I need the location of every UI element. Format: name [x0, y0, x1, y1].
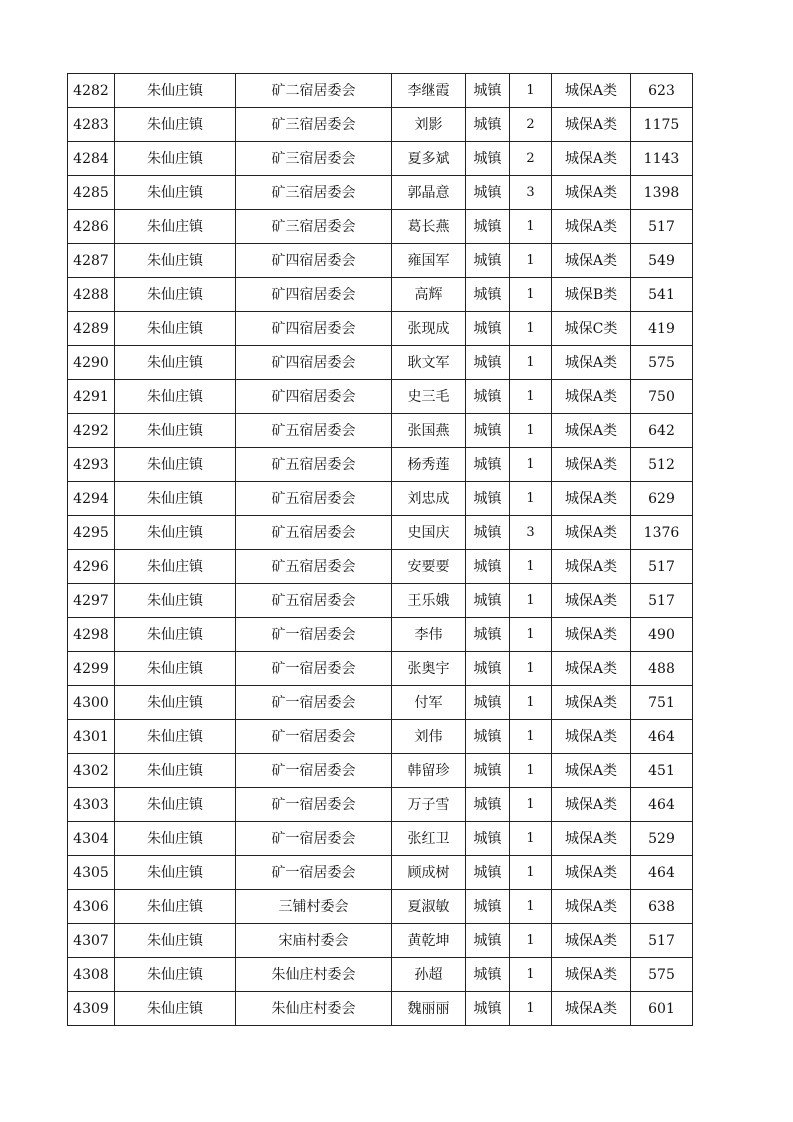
area-type-cell: 城镇	[466, 380, 510, 414]
category-cell: 城保A类	[552, 992, 631, 1026]
area-type-cell: 城镇	[466, 414, 510, 448]
recipient-name-cell: 韩留珍	[392, 754, 466, 788]
area-type-cell: 城镇	[466, 754, 510, 788]
recipient-name-cell: 李伟	[392, 618, 466, 652]
amount-cell: 575	[631, 958, 693, 992]
category-cell: 城保A类	[552, 210, 631, 244]
town-cell: 朱仙庄镇	[115, 448, 236, 482]
town-cell: 朱仙庄镇	[115, 550, 236, 584]
record-number-cell: 4301	[68, 720, 115, 754]
table-row	[68, 516, 693, 550]
town-cell: 朱仙庄镇	[115, 652, 236, 686]
table-row	[68, 448, 693, 482]
record-number-cell: 4291	[68, 380, 115, 414]
amount-cell: 629	[631, 482, 693, 516]
category-cell: 城保A类	[552, 380, 631, 414]
area-type-cell: 城镇	[466, 74, 510, 108]
table-row	[68, 244, 693, 278]
recipient-name-cell: 史国庆	[392, 516, 466, 550]
amount-cell: 517	[631, 924, 693, 958]
committee-cell: 矿五宿居委会	[236, 414, 392, 448]
table-row	[68, 822, 693, 856]
category-cell: 城保A类	[552, 482, 631, 516]
recipient-name-cell: 黄乾坤	[392, 924, 466, 958]
committee-cell: 矿三宿居委会	[236, 176, 392, 210]
area-type-cell: 城镇	[466, 822, 510, 856]
household-size-cell: 2	[510, 142, 552, 176]
category-cell: 城保A类	[552, 74, 631, 108]
record-number-cell: 4307	[68, 924, 115, 958]
household-size-cell: 1	[510, 822, 552, 856]
area-type-cell: 城镇	[466, 720, 510, 754]
category-cell: 城保A类	[552, 448, 631, 482]
town-cell: 朱仙庄镇	[115, 822, 236, 856]
area-type-cell: 城镇	[466, 584, 510, 618]
town-cell: 朱仙庄镇	[115, 992, 236, 1026]
recipient-name-cell: 万子雪	[392, 788, 466, 822]
table-row	[68, 482, 693, 516]
committee-cell: 矿五宿居委会	[236, 516, 392, 550]
committee-cell: 矿一宿居委会	[236, 754, 392, 788]
category-cell: 城保A类	[552, 346, 631, 380]
recipient-name-cell: 雍国军	[392, 244, 466, 278]
amount-cell: 750	[631, 380, 693, 414]
committee-cell: 矿一宿居委会	[236, 618, 392, 652]
town-cell: 朱仙庄镇	[115, 244, 236, 278]
committee-cell: 矿三宿居委会	[236, 142, 392, 176]
town-cell: 朱仙庄镇	[115, 890, 236, 924]
recipient-name-cell: 安要要	[392, 550, 466, 584]
town-cell: 朱仙庄镇	[115, 924, 236, 958]
household-size-cell: 1	[510, 380, 552, 414]
recipient-name-cell: 郭晶意	[392, 176, 466, 210]
committee-cell: 矿三宿居委会	[236, 210, 392, 244]
record-number-cell: 4287	[68, 244, 115, 278]
committee-cell: 矿四宿居委会	[236, 312, 392, 346]
record-number-cell: 4283	[68, 108, 115, 142]
record-number-cell: 4286	[68, 210, 115, 244]
committee-cell: 矿四宿居委会	[236, 278, 392, 312]
town-cell: 朱仙庄镇	[115, 278, 236, 312]
area-type-cell: 城镇	[466, 924, 510, 958]
household-size-cell: 1	[510, 652, 552, 686]
table-row	[68, 890, 693, 924]
household-size-cell: 1	[510, 210, 552, 244]
recipient-name-cell: 张奥宇	[392, 652, 466, 686]
record-number-cell: 4294	[68, 482, 115, 516]
record-number-cell: 4306	[68, 890, 115, 924]
area-type-cell: 城镇	[466, 482, 510, 516]
area-type-cell: 城镇	[466, 244, 510, 278]
amount-cell: 549	[631, 244, 693, 278]
area-type-cell: 城镇	[466, 992, 510, 1026]
area-type-cell: 城镇	[466, 176, 510, 210]
area-type-cell: 城镇	[466, 210, 510, 244]
town-cell: 朱仙庄镇	[115, 720, 236, 754]
recipient-name-cell: 夏多斌	[392, 142, 466, 176]
town-cell: 朱仙庄镇	[115, 176, 236, 210]
table-row	[68, 108, 693, 142]
amount-cell: 541	[631, 278, 693, 312]
category-cell: 城保A类	[552, 142, 631, 176]
category-cell: 城保A类	[552, 618, 631, 652]
household-size-cell: 1	[510, 448, 552, 482]
table-row	[68, 788, 693, 822]
committee-cell: 矿四宿居委会	[236, 346, 392, 380]
town-cell: 朱仙庄镇	[115, 482, 236, 516]
household-size-cell: 1	[510, 720, 552, 754]
record-number-cell: 4302	[68, 754, 115, 788]
record-number-cell: 4298	[68, 618, 115, 652]
town-cell: 朱仙庄镇	[115, 210, 236, 244]
town-cell: 朱仙庄镇	[115, 618, 236, 652]
area-type-cell: 城镇	[466, 618, 510, 652]
committee-cell: 三铺村委会	[236, 890, 392, 924]
category-cell: 城保A类	[552, 108, 631, 142]
recipient-name-cell: 高辉	[392, 278, 466, 312]
recipient-name-cell: 张红卫	[392, 822, 466, 856]
amount-cell: 623	[631, 74, 693, 108]
committee-cell: 矿五宿居委会	[236, 448, 392, 482]
committee-cell: 矿二宿居委会	[236, 74, 392, 108]
record-number-cell: 4296	[68, 550, 115, 584]
category-cell: 城保A类	[552, 958, 631, 992]
town-cell: 朱仙庄镇	[115, 788, 236, 822]
recipient-name-cell: 刘伟	[392, 720, 466, 754]
table-row	[68, 856, 693, 890]
table-row	[68, 210, 693, 244]
town-cell: 朱仙庄镇	[115, 958, 236, 992]
town-cell: 朱仙庄镇	[115, 516, 236, 550]
area-type-cell: 城镇	[466, 346, 510, 380]
amount-cell: 642	[631, 414, 693, 448]
category-cell: 城保A类	[552, 516, 631, 550]
area-type-cell: 城镇	[466, 550, 510, 584]
area-type-cell: 城镇	[466, 448, 510, 482]
committee-cell: 矿一宿居委会	[236, 652, 392, 686]
table-row	[68, 958, 693, 992]
town-cell: 朱仙庄镇	[115, 312, 236, 346]
record-number-cell: 4297	[68, 584, 115, 618]
category-cell: 城保C类	[552, 312, 631, 346]
household-size-cell: 1	[510, 414, 552, 448]
category-cell: 城保A类	[552, 686, 631, 720]
record-number-cell: 4309	[68, 992, 115, 1026]
amount-cell: 1376	[631, 516, 693, 550]
table-row	[68, 652, 693, 686]
household-size-cell: 1	[510, 244, 552, 278]
area-type-cell: 城镇	[466, 142, 510, 176]
area-type-cell: 城镇	[466, 686, 510, 720]
committee-cell: 矿四宿居委会	[236, 380, 392, 414]
area-type-cell: 城镇	[466, 516, 510, 550]
amount-cell: 464	[631, 856, 693, 890]
recipient-name-cell: 顾成树	[392, 856, 466, 890]
committee-cell: 矿五宿居委会	[236, 550, 392, 584]
town-cell: 朱仙庄镇	[115, 142, 236, 176]
household-size-cell: 1	[510, 754, 552, 788]
amount-cell: 1398	[631, 176, 693, 210]
record-number-cell: 4295	[68, 516, 115, 550]
household-size-cell: 1	[510, 958, 552, 992]
recipient-name-cell: 付军	[392, 686, 466, 720]
table-row	[68, 754, 693, 788]
amount-cell: 751	[631, 686, 693, 720]
data-table	[67, 73, 693, 1026]
area-type-cell: 城镇	[466, 652, 510, 686]
category-cell: 城保A类	[552, 244, 631, 278]
household-size-cell: 1	[510, 278, 552, 312]
table-row	[68, 176, 693, 210]
table-row	[68, 720, 693, 754]
record-number-cell: 4292	[68, 414, 115, 448]
recipient-name-cell: 葛长燕	[392, 210, 466, 244]
town-cell: 朱仙庄镇	[115, 584, 236, 618]
household-size-cell: 3	[510, 176, 552, 210]
committee-cell: 朱仙庄村委会	[236, 992, 392, 1026]
household-size-cell: 1	[510, 346, 552, 380]
amount-cell: 490	[631, 618, 693, 652]
household-size-cell: 1	[510, 686, 552, 720]
category-cell: 城保A类	[552, 176, 631, 210]
recipient-name-cell: 杨秀莲	[392, 448, 466, 482]
town-cell: 朱仙庄镇	[115, 754, 236, 788]
category-cell: 城保A类	[552, 924, 631, 958]
committee-cell: 朱仙庄村委会	[236, 958, 392, 992]
record-number-cell: 4305	[68, 856, 115, 890]
amount-cell: 517	[631, 584, 693, 618]
committee-cell: 矿一宿居委会	[236, 822, 392, 856]
area-type-cell: 城镇	[466, 856, 510, 890]
household-size-cell: 1	[510, 482, 552, 516]
table-body	[68, 74, 693, 1026]
household-size-cell: 1	[510, 312, 552, 346]
amount-cell: 517	[631, 210, 693, 244]
record-number-cell: 4282	[68, 74, 115, 108]
record-number-cell: 4288	[68, 278, 115, 312]
record-number-cell: 4289	[68, 312, 115, 346]
category-cell: 城保A类	[552, 890, 631, 924]
category-cell: 城保A类	[552, 856, 631, 890]
category-cell: 城保A类	[552, 720, 631, 754]
area-type-cell: 城镇	[466, 788, 510, 822]
household-size-cell: 1	[510, 992, 552, 1026]
table-row	[68, 992, 693, 1026]
record-number-cell: 4284	[68, 142, 115, 176]
committee-cell: 矿一宿居委会	[236, 856, 392, 890]
table-row	[68, 380, 693, 414]
amount-cell: 1175	[631, 108, 693, 142]
recipient-name-cell: 夏淑敏	[392, 890, 466, 924]
table-row	[68, 346, 693, 380]
record-number-cell: 4304	[68, 822, 115, 856]
amount-cell: 1143	[631, 142, 693, 176]
town-cell: 朱仙庄镇	[115, 380, 236, 414]
town-cell: 朱仙庄镇	[115, 108, 236, 142]
recipient-name-cell: 王乐娥	[392, 584, 466, 618]
town-cell: 朱仙庄镇	[115, 346, 236, 380]
recipient-name-cell: 魏丽丽	[392, 992, 466, 1026]
town-cell: 朱仙庄镇	[115, 686, 236, 720]
category-cell: 城保A类	[552, 788, 631, 822]
household-size-cell: 1	[510, 584, 552, 618]
amount-cell: 517	[631, 550, 693, 584]
household-size-cell: 1	[510, 618, 552, 652]
table-row	[68, 686, 693, 720]
town-cell: 朱仙庄镇	[115, 74, 236, 108]
amount-cell: 601	[631, 992, 693, 1026]
recipient-name-cell: 张现成	[392, 312, 466, 346]
table-row	[68, 278, 693, 312]
committee-cell: 矿五宿居委会	[236, 584, 392, 618]
household-size-cell: 3	[510, 516, 552, 550]
area-type-cell: 城镇	[466, 312, 510, 346]
category-cell: 城保A类	[552, 754, 631, 788]
table-row	[68, 414, 693, 448]
household-size-cell: 2	[510, 108, 552, 142]
table-row	[68, 550, 693, 584]
town-cell: 朱仙庄镇	[115, 856, 236, 890]
recipient-name-cell: 耿文军	[392, 346, 466, 380]
category-cell: 城保A类	[552, 550, 631, 584]
table-row	[68, 74, 693, 108]
category-cell: 城保A类	[552, 414, 631, 448]
amount-cell: 529	[631, 822, 693, 856]
area-type-cell: 城镇	[466, 890, 510, 924]
household-size-cell: 1	[510, 788, 552, 822]
table-row	[68, 142, 693, 176]
recipient-name-cell: 孙超	[392, 958, 466, 992]
table-row	[68, 924, 693, 958]
category-cell: 城保A类	[552, 822, 631, 856]
recipient-name-cell: 刘忠成	[392, 482, 466, 516]
record-number-cell: 4290	[68, 346, 115, 380]
record-number-cell: 4300	[68, 686, 115, 720]
recipient-name-cell: 史三毛	[392, 380, 466, 414]
amount-cell: 419	[631, 312, 693, 346]
town-cell: 朱仙庄镇	[115, 414, 236, 448]
committee-cell: 矿一宿居委会	[236, 788, 392, 822]
category-cell: 城保A类	[552, 584, 631, 618]
household-size-cell: 1	[510, 550, 552, 584]
area-type-cell: 城镇	[466, 278, 510, 312]
record-number-cell: 4293	[68, 448, 115, 482]
table-row	[68, 618, 693, 652]
recipient-name-cell: 张国燕	[392, 414, 466, 448]
committee-cell: 矿三宿居委会	[236, 108, 392, 142]
recipient-name-cell: 李继霞	[392, 74, 466, 108]
amount-cell: 451	[631, 754, 693, 788]
record-number-cell: 4285	[68, 176, 115, 210]
record-number-cell: 4303	[68, 788, 115, 822]
recipient-name-cell: 刘影	[392, 108, 466, 142]
household-size-cell: 1	[510, 924, 552, 958]
committee-cell: 矿四宿居委会	[236, 244, 392, 278]
committee-cell: 矿一宿居委会	[236, 686, 392, 720]
committee-cell: 矿五宿居委会	[236, 482, 392, 516]
amount-cell: 512	[631, 448, 693, 482]
amount-cell: 575	[631, 346, 693, 380]
area-type-cell: 城镇	[466, 108, 510, 142]
table-row	[68, 584, 693, 618]
amount-cell: 488	[631, 652, 693, 686]
area-type-cell: 城镇	[466, 958, 510, 992]
category-cell: 城保B类	[552, 278, 631, 312]
household-size-cell: 1	[510, 856, 552, 890]
category-cell: 城保A类	[552, 652, 631, 686]
amount-cell: 464	[631, 720, 693, 754]
household-size-cell: 1	[510, 890, 552, 924]
household-size-cell: 1	[510, 74, 552, 108]
amount-cell: 638	[631, 890, 693, 924]
committee-cell: 宋庙村委会	[236, 924, 392, 958]
amount-cell: 464	[631, 788, 693, 822]
committee-cell: 矿一宿居委会	[236, 720, 392, 754]
record-number-cell: 4299	[68, 652, 115, 686]
record-number-cell: 4308	[68, 958, 115, 992]
table-row	[68, 312, 693, 346]
